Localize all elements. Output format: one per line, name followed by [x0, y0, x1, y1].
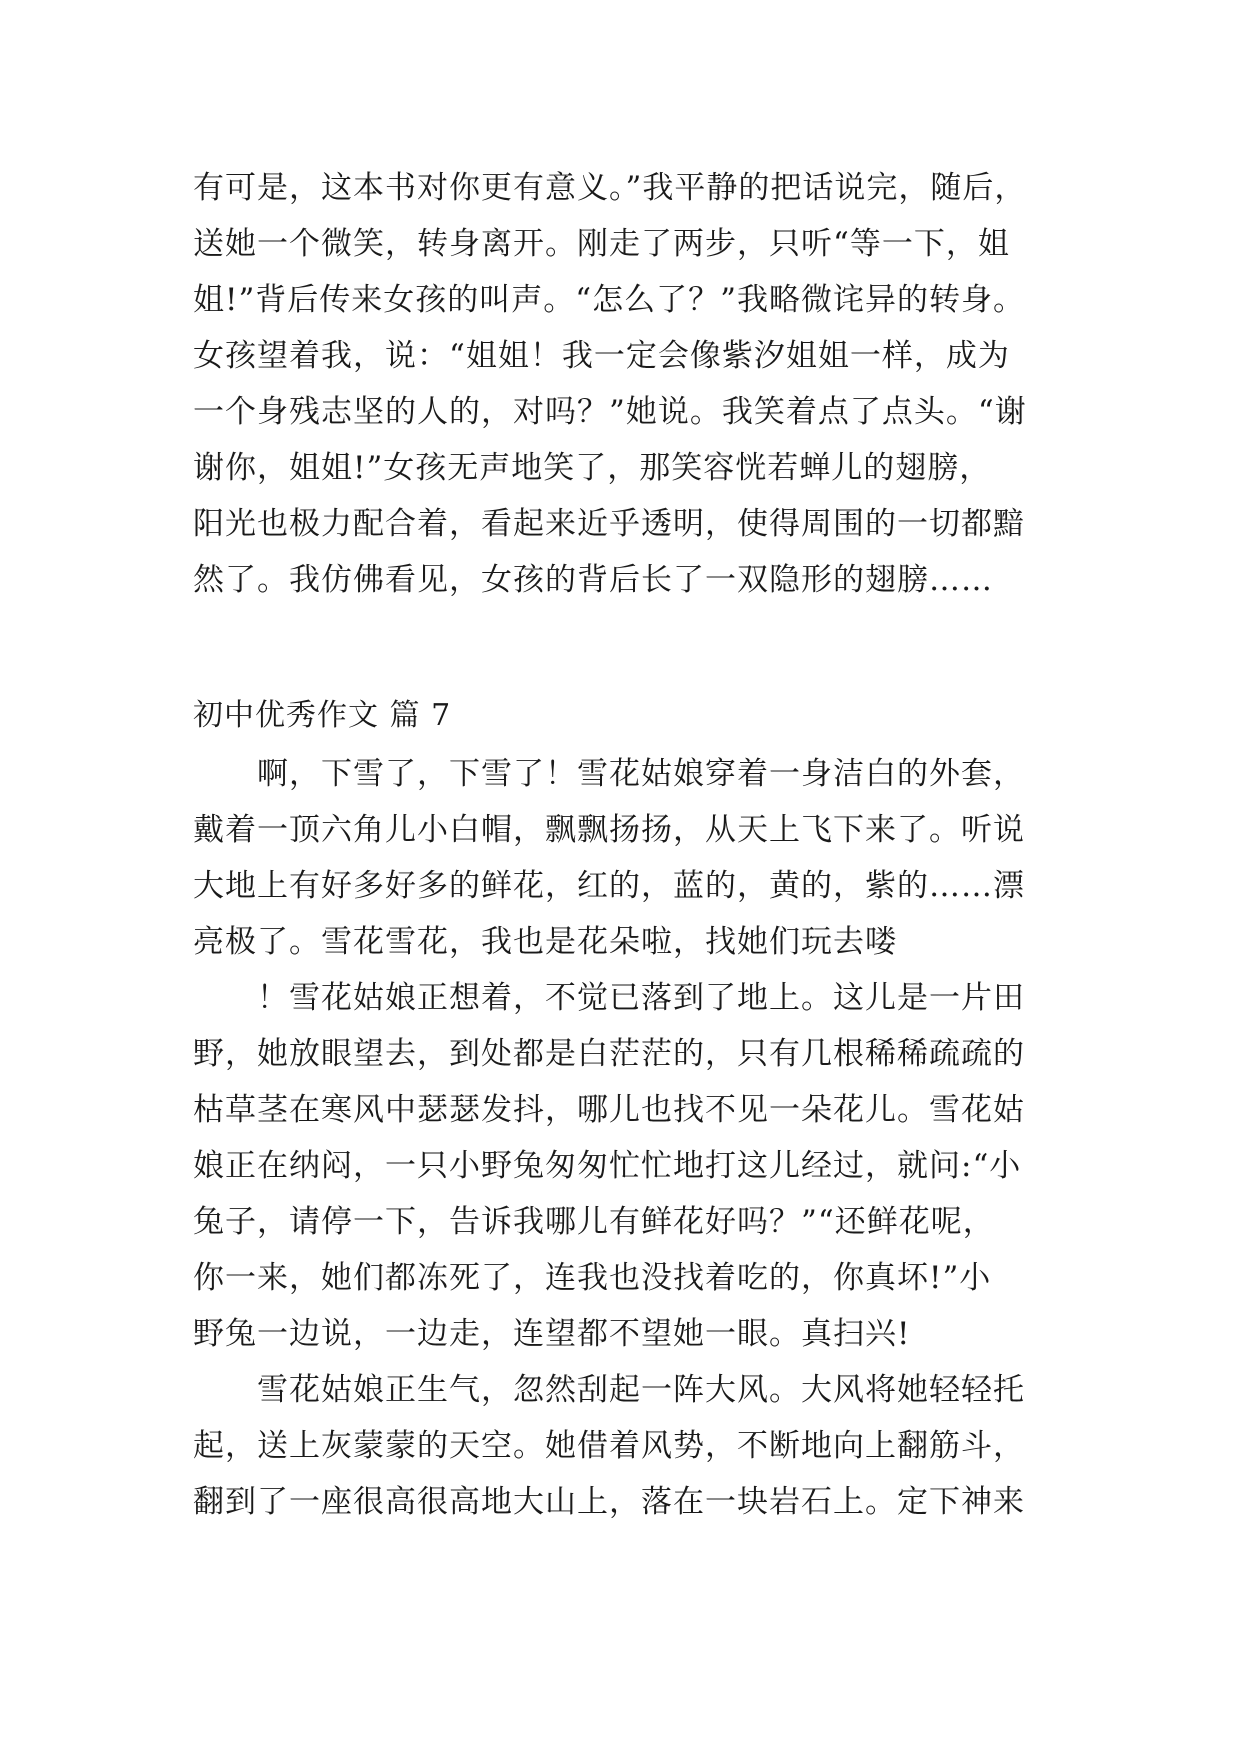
essay-paragraph-1	[193, 746, 1073, 970]
text-line: 谢你，姐姐!”女孩无声地笑了，那笑容恍若蝉儿的翅膀，	[193, 450, 992, 486]
section-heading: 初中优秀作文 篇 7	[193, 698, 452, 733]
text-line: 你一来，她们都冻死了，连我也没找着吃的，你真坏!”小	[193, 1260, 992, 1296]
essay-paragraph-2	[193, 970, 1073, 1362]
essay-paragraph-3	[193, 1362, 1073, 1530]
text-line: 大地上有好多好多的鲜花，红的，蓝的，黄的，紫的……漂	[193, 868, 1025, 904]
text-line: 女孩望着我，说：“姐姐！我一定会像紫汐姐姐一样，成为	[193, 338, 1010, 374]
text-line: 阳光也极力配合着，看起来近乎透明，使得周围的一切都黯	[193, 506, 1025, 542]
text-line: 姐!”背后传来女孩的叫声。“怎么了？”我略微诧异的转身。	[193, 282, 1025, 318]
text-line: 啊，下雪了，下雪了！雪花姑娘穿着一身洁白的外套，	[257, 756, 1025, 792]
text-line: 雪花姑娘正生气，忽然刮起一阵大风。大风将她轻轻托	[257, 1372, 1025, 1408]
text-line: ！雪花姑娘正想着，不觉已落到了地上。这儿是一片田	[257, 980, 1025, 1016]
text-line: 起，送上灰蒙蒙的天空。她借着风势，不断地向上翻筋斗，	[193, 1428, 1025, 1464]
text-line: 戴着一顶六角儿小白帽，飘飘扬扬，从天上飞下来了。听说	[193, 812, 1025, 848]
previous-essay-ending	[193, 160, 1073, 608]
text-line: 然了。我仿佛看见，女孩的背后长了一双隐形的翅膀……	[193, 562, 993, 598]
text-line: 娘正在纳闷，一只小野兔匆匆忙忙地打这儿经过，就问:“小	[193, 1148, 1022, 1184]
text-line: 一个身残志坚的人的，对吗？”她说。我笑着点了点头。“谢	[193, 394, 1027, 430]
text-line: 翻到了一座很高很高地大山上，落在一块岩石上。定下神来	[193, 1484, 1025, 1520]
text-line: 有可是，这本书对你更有意义。”我平静的把话说完，随后，	[193, 170, 1027, 206]
text-line: 野兔一边说，一边走，连望都不望她一眼。真扫兴!	[193, 1316, 911, 1352]
text-line: 送她一个微笑，转身离开。刚走了两步，只听“等一下，姐	[193, 226, 1010, 262]
text-line: 兔子，请停一下，告诉我哪儿有鲜花好吗？”“还鲜花呢，	[193, 1204, 995, 1240]
text-line: 野，她放眼望去，到处都是白茫茫的，只有几根稀稀疏疏的	[193, 1036, 1025, 1072]
text-line: 亮极了。雪花雪花，我也是花朵啦，找她们玩去喽	[193, 924, 897, 960]
text-line: 枯草茎在寒风中瑟瑟发抖，哪儿也找不见一朵花儿。雪花姑	[193, 1092, 1025, 1128]
